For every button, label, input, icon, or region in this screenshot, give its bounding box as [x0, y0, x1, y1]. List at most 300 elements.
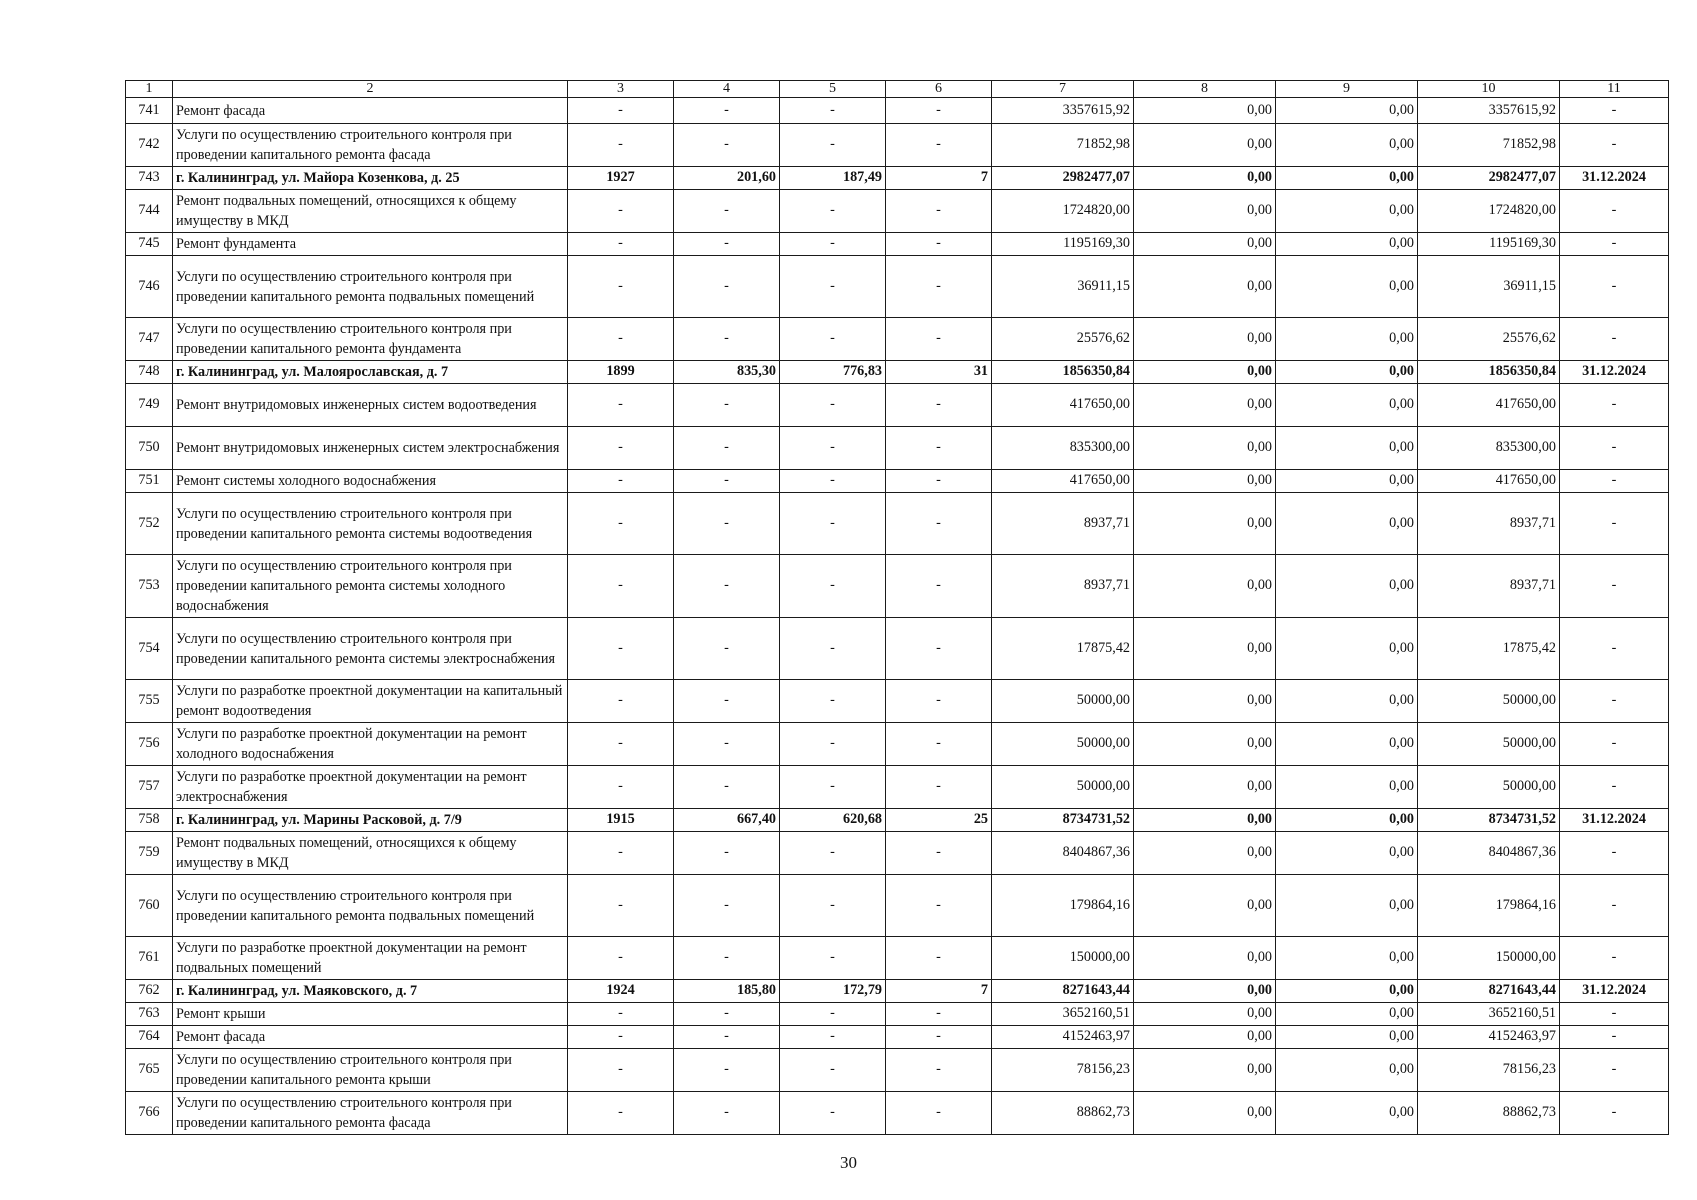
deadline-cell: -	[1560, 124, 1669, 167]
row-number-cell: 751	[126, 470, 173, 493]
residents-cell: -	[886, 384, 992, 427]
residents-cell: -	[886, 832, 992, 875]
work-row	[126, 832, 1669, 875]
area-total-cell: -	[674, 384, 780, 427]
cost-total-cell: 1195169,30	[992, 233, 1134, 256]
cost-owners-cell: 8937,71	[1418, 555, 1560, 618]
year-cell: -	[568, 190, 674, 233]
area-total-cell: -	[674, 1003, 780, 1026]
residents-cell: -	[886, 766, 992, 809]
cost-budget-cell: 0,00	[1276, 427, 1418, 470]
cost-fund-cell: 0,00	[1134, 361, 1276, 384]
cost-owners-cell: 417650,00	[1418, 470, 1560, 493]
cost-fund-cell: 0,00	[1134, 875, 1276, 937]
work-row	[126, 124, 1669, 167]
year-cell: -	[568, 124, 674, 167]
item-name-cell: Услуги по осуществлению строительного контроля при проведении капитального ремонта системы холодного водоснабжения	[173, 555, 568, 618]
item-name-cell: Ремонт фасада	[173, 1026, 568, 1049]
deadline-cell: -	[1560, 493, 1669, 555]
row-number-cell: 750	[126, 427, 173, 470]
cost-total-cell: 2982477,07	[992, 167, 1134, 190]
header-cell: 9	[1276, 81, 1418, 98]
row-number-cell: 754	[126, 618, 173, 680]
item-name-cell: Услуги по разработке проектной документации на ремонт холодного водоснабжения	[173, 723, 568, 766]
header-cell: 6	[886, 81, 992, 98]
cost-budget-cell: 0,00	[1276, 318, 1418, 361]
area-total-cell: -	[674, 766, 780, 809]
cost-fund-cell: 0,00	[1134, 493, 1276, 555]
work-row	[126, 190, 1669, 233]
deadline-cell: -	[1560, 384, 1669, 427]
row-number-cell: 749	[126, 384, 173, 427]
year-cell: -	[568, 723, 674, 766]
cost-fund-cell: 0,00	[1134, 384, 1276, 427]
work-row	[126, 618, 1669, 680]
cost-total-cell: 3652160,51	[992, 1003, 1134, 1026]
cost-total-cell: 36911,15	[992, 256, 1134, 318]
deadline-cell: -	[1560, 256, 1669, 318]
residents-cell: -	[886, 427, 992, 470]
deadline-cell: -	[1560, 98, 1669, 124]
work-row	[126, 937, 1669, 980]
item-name-cell: Услуги по осуществлению строительного контроля при проведении капитального ремонта фасада	[173, 124, 568, 167]
deadline-cell: 31.12.2024	[1560, 809, 1669, 832]
area-living-cell: -	[780, 555, 886, 618]
cost-budget-cell: 0,00	[1276, 1049, 1418, 1092]
item-name-cell: Услуги по осуществлению строительного контроля при проведении капитального ремонта фундамента	[173, 318, 568, 361]
work-row	[126, 384, 1669, 427]
residents-cell: 25	[886, 809, 992, 832]
area-living-cell: 620,68	[780, 809, 886, 832]
year-cell: -	[568, 493, 674, 555]
row-number-cell: 743	[126, 167, 173, 190]
area-living-cell: -	[780, 1026, 886, 1049]
deadline-cell: -	[1560, 618, 1669, 680]
item-name-cell: г. Калининград, ул. Малоярославская, д. 7	[173, 361, 568, 384]
deadline-cell: -	[1560, 1003, 1669, 1026]
cost-total-cell: 88862,73	[992, 1092, 1134, 1135]
cost-budget-cell: 0,00	[1276, 980, 1418, 1003]
deadline-cell: -	[1560, 680, 1669, 723]
area-total-cell: -	[674, 493, 780, 555]
deadline-cell: -	[1560, 233, 1669, 256]
cost-total-cell: 3357615,92	[992, 98, 1134, 124]
residents-cell: 31	[886, 361, 992, 384]
cost-budget-cell: 0,00	[1276, 256, 1418, 318]
item-name-cell: Услуги по осуществлению строительного контроля при проведении капитального ремонта системы водоотведения	[173, 493, 568, 555]
residents-cell: -	[886, 875, 992, 937]
area-living-cell: -	[780, 190, 886, 233]
work-row	[126, 766, 1669, 809]
row-number-cell: 762	[126, 980, 173, 1003]
work-row	[126, 98, 1669, 124]
cost-total-cell: 25576,62	[992, 318, 1134, 361]
area-total-cell: 667,40	[674, 809, 780, 832]
area-living-cell: -	[780, 1049, 886, 1092]
year-cell: -	[568, 470, 674, 493]
cost-total-cell: 417650,00	[992, 470, 1134, 493]
cost-budget-cell: 0,00	[1276, 555, 1418, 618]
cost-budget-cell: 0,00	[1276, 809, 1418, 832]
year-cell: -	[568, 1026, 674, 1049]
residents-cell: -	[886, 470, 992, 493]
cost-fund-cell: 0,00	[1134, 256, 1276, 318]
residents-cell: -	[886, 98, 992, 124]
cost-budget-cell: 0,00	[1276, 1092, 1418, 1135]
cost-owners-cell: 3357615,92	[1418, 98, 1560, 124]
item-name-cell: Ремонт внутридомовых инженерных систем электроснабжения	[173, 427, 568, 470]
cost-fund-cell: 0,00	[1134, 318, 1276, 361]
deadline-cell: -	[1560, 1049, 1669, 1092]
cost-fund-cell: 0,00	[1134, 723, 1276, 766]
year-cell: 1915	[568, 809, 674, 832]
residents-cell: -	[886, 555, 992, 618]
deadline-cell: -	[1560, 470, 1669, 493]
row-number-cell: 758	[126, 809, 173, 832]
deadline-cell: -	[1560, 832, 1669, 875]
area-total-cell: -	[674, 98, 780, 124]
work-row	[126, 1026, 1669, 1049]
cost-total-cell: 150000,00	[992, 937, 1134, 980]
cost-total-cell: 50000,00	[992, 723, 1134, 766]
item-name-cell: Ремонт внутридомовых инженерных систем водоотведения	[173, 384, 568, 427]
cost-budget-cell: 0,00	[1276, 618, 1418, 680]
deadline-cell: 31.12.2024	[1560, 361, 1669, 384]
cost-budget-cell: 0,00	[1276, 832, 1418, 875]
cost-fund-cell: 0,00	[1134, 832, 1276, 875]
area-living-cell: -	[780, 937, 886, 980]
deadline-cell: -	[1560, 555, 1669, 618]
cost-budget-cell: 0,00	[1276, 680, 1418, 723]
area-total-cell: -	[674, 1049, 780, 1092]
area-total-cell: -	[674, 470, 780, 493]
item-name-cell: Ремонт фундамента	[173, 233, 568, 256]
residents-cell: -	[886, 723, 992, 766]
area-total-cell: -	[674, 190, 780, 233]
year-cell: -	[568, 618, 674, 680]
item-name-cell: Услуги по осуществлению строительного контроля при проведении капитального ремонта крыши	[173, 1049, 568, 1092]
cost-total-cell: 1724820,00	[992, 190, 1134, 233]
cost-budget-cell: 0,00	[1276, 233, 1418, 256]
cost-fund-cell: 0,00	[1134, 766, 1276, 809]
area-total-cell: -	[674, 256, 780, 318]
area-total-cell: 835,30	[674, 361, 780, 384]
residents-cell: 7	[886, 167, 992, 190]
cost-budget-cell: 0,00	[1276, 470, 1418, 493]
item-name-cell: г. Калининград, ул. Майора Козенкова, д. 25	[173, 167, 568, 190]
cost-owners-cell: 417650,00	[1418, 384, 1560, 427]
item-name-cell: Услуги по разработке проектной документации на ремонт электроснабжения	[173, 766, 568, 809]
page-number: 30	[840, 1153, 857, 1172]
row-number-cell: 761	[126, 937, 173, 980]
work-row	[126, 680, 1669, 723]
area-total-cell: -	[674, 618, 780, 680]
header-cell: 10	[1418, 81, 1560, 98]
area-total-cell: -	[674, 1092, 780, 1135]
cost-fund-cell: 0,00	[1134, 618, 1276, 680]
year-cell: -	[568, 427, 674, 470]
item-name-cell: г. Калининград, ул. Маяковского, д. 7	[173, 980, 568, 1003]
cost-budget-cell: 0,00	[1276, 167, 1418, 190]
year-cell: -	[568, 1049, 674, 1092]
work-row	[126, 1003, 1669, 1026]
year-cell: -	[568, 318, 674, 361]
work-row	[126, 470, 1669, 493]
cost-fund-cell: 0,00	[1134, 233, 1276, 256]
deadline-cell: -	[1560, 427, 1669, 470]
area-total-cell: -	[674, 723, 780, 766]
cost-fund-cell: 0,00	[1134, 124, 1276, 167]
row-number-cell: 760	[126, 875, 173, 937]
row-number-cell: 765	[126, 1049, 173, 1092]
row-number-cell: 741	[126, 98, 173, 124]
year-cell: -	[568, 233, 674, 256]
row-number-cell: 742	[126, 124, 173, 167]
works-table	[125, 80, 1669, 1135]
cost-budget-cell: 0,00	[1276, 493, 1418, 555]
cost-owners-cell: 8937,71	[1418, 493, 1560, 555]
cost-owners-cell: 50000,00	[1418, 723, 1560, 766]
deadline-cell: -	[1560, 937, 1669, 980]
year-cell: -	[568, 832, 674, 875]
cost-owners-cell: 50000,00	[1418, 680, 1560, 723]
row-number-cell: 766	[126, 1092, 173, 1135]
year-cell: 1899	[568, 361, 674, 384]
address-row	[126, 167, 1669, 190]
cost-budget-cell: 0,00	[1276, 1026, 1418, 1049]
cost-total-cell: 179864,16	[992, 875, 1134, 937]
work-row	[126, 555, 1669, 618]
cost-total-cell: 71852,98	[992, 124, 1134, 167]
area-total-cell: -	[674, 832, 780, 875]
area-total-cell: -	[674, 875, 780, 937]
residents-cell: -	[886, 1092, 992, 1135]
cost-owners-cell: 36911,15	[1418, 256, 1560, 318]
area-living-cell: -	[780, 875, 886, 937]
deadline-cell: -	[1560, 1092, 1669, 1135]
area-total-cell: -	[674, 427, 780, 470]
year-cell: -	[568, 1003, 674, 1026]
item-name-cell: Ремонт подвальных помещений, относящихся к общему имуществу в МКД	[173, 832, 568, 875]
cost-fund-cell: 0,00	[1134, 167, 1276, 190]
row-number-cell: 753	[126, 555, 173, 618]
area-living-cell: -	[780, 470, 886, 493]
area-total-cell: -	[674, 937, 780, 980]
cost-owners-cell: 3652160,51	[1418, 1003, 1560, 1026]
cost-budget-cell: 0,00	[1276, 766, 1418, 809]
year-cell: 1927	[568, 167, 674, 190]
item-name-cell: Услуги по осуществлению строительного контроля при проведении капитального ремонта подвальных помещений	[173, 256, 568, 318]
cost-budget-cell: 0,00	[1276, 124, 1418, 167]
header-cell: 5	[780, 81, 886, 98]
cost-fund-cell: 0,00	[1134, 680, 1276, 723]
cost-total-cell: 8404867,36	[992, 832, 1134, 875]
item-name-cell: Услуги по разработке проектной документации на капитальный ремонт водоотведения	[173, 680, 568, 723]
item-name-cell: Услуги по осуществлению строительного контроля при проведении капитального ремонта фасада	[173, 1092, 568, 1135]
address-row	[126, 980, 1669, 1003]
item-name-cell: Ремонт крыши	[173, 1003, 568, 1026]
header-cell: 8	[1134, 81, 1276, 98]
cost-fund-cell: 0,00	[1134, 937, 1276, 980]
work-row	[126, 1092, 1669, 1135]
year-cell: 1924	[568, 980, 674, 1003]
cost-total-cell: 417650,00	[992, 384, 1134, 427]
cost-budget-cell: 0,00	[1276, 1003, 1418, 1026]
item-name-cell: Ремонт системы холодного водоснабжения	[173, 470, 568, 493]
cost-budget-cell: 0,00	[1276, 98, 1418, 124]
area-living-cell: 172,79	[780, 980, 886, 1003]
work-row	[126, 233, 1669, 256]
work-row	[126, 427, 1669, 470]
area-living-cell: -	[780, 384, 886, 427]
cost-owners-cell: 17875,42	[1418, 618, 1560, 680]
cost-owners-cell: 8271643,44	[1418, 980, 1560, 1003]
deadline-cell: 31.12.2024	[1560, 980, 1669, 1003]
area-total-cell: 201,60	[674, 167, 780, 190]
cost-fund-cell: 0,00	[1134, 1092, 1276, 1135]
cost-fund-cell: 0,00	[1134, 980, 1276, 1003]
row-number-cell: 744	[126, 190, 173, 233]
cost-owners-cell: 150000,00	[1418, 937, 1560, 980]
residents-cell: -	[886, 190, 992, 233]
cost-budget-cell: 0,00	[1276, 723, 1418, 766]
area-living-cell: -	[780, 493, 886, 555]
year-cell: -	[568, 1092, 674, 1135]
cost-budget-cell: 0,00	[1276, 190, 1418, 233]
deadline-cell: -	[1560, 875, 1669, 937]
year-cell: -	[568, 555, 674, 618]
cost-owners-cell: 1195169,30	[1418, 233, 1560, 256]
cost-total-cell: 50000,00	[992, 680, 1134, 723]
cost-fund-cell: 0,00	[1134, 427, 1276, 470]
cost-fund-cell: 0,00	[1134, 1003, 1276, 1026]
cost-total-cell: 78156,23	[992, 1049, 1134, 1092]
residents-cell: -	[886, 124, 992, 167]
year-cell: -	[568, 256, 674, 318]
cost-fund-cell: 0,00	[1134, 98, 1276, 124]
work-row	[126, 318, 1669, 361]
item-name-cell: Ремонт подвальных помещений, относящихся к общему имуществу в МКД	[173, 190, 568, 233]
cost-owners-cell: 8734731,52	[1418, 809, 1560, 832]
cost-owners-cell: 1724820,00	[1418, 190, 1560, 233]
area-living-cell: -	[780, 98, 886, 124]
cost-budget-cell: 0,00	[1276, 361, 1418, 384]
area-total-cell: -	[674, 555, 780, 618]
cost-fund-cell: 0,00	[1134, 1049, 1276, 1092]
cost-owners-cell: 179864,16	[1418, 875, 1560, 937]
residents-cell: -	[886, 1003, 992, 1026]
row-number-cell: 755	[126, 680, 173, 723]
address-row	[126, 361, 1669, 384]
cost-owners-cell: 835300,00	[1418, 427, 1560, 470]
cost-total-cell: 50000,00	[992, 766, 1134, 809]
area-living-cell: 776,83	[780, 361, 886, 384]
row-number-cell: 756	[126, 723, 173, 766]
item-name-cell: Ремонт фасада	[173, 98, 568, 124]
area-living-cell: -	[780, 1003, 886, 1026]
deadline-cell: 31.12.2024	[1560, 167, 1669, 190]
year-cell: -	[568, 680, 674, 723]
year-cell: -	[568, 98, 674, 124]
residents-cell: -	[886, 493, 992, 555]
row-number-cell: 747	[126, 318, 173, 361]
residents-cell: 7	[886, 980, 992, 1003]
row-number-cell: 745	[126, 233, 173, 256]
year-cell: -	[568, 384, 674, 427]
header-cell: 4	[674, 81, 780, 98]
cost-total-cell: 835300,00	[992, 427, 1134, 470]
cost-owners-cell: 8404867,36	[1418, 832, 1560, 875]
row-number-cell: 764	[126, 1026, 173, 1049]
year-cell: -	[568, 937, 674, 980]
residents-cell: -	[886, 1049, 992, 1092]
residents-cell: -	[886, 680, 992, 723]
area-total-cell: 185,80	[674, 980, 780, 1003]
cost-total-cell: 17875,42	[992, 618, 1134, 680]
item-name-cell: г. Калининград, ул. Марины Расковой, д. 7/9	[173, 809, 568, 832]
cost-owners-cell: 4152463,97	[1418, 1026, 1560, 1049]
row-number-cell: 746	[126, 256, 173, 318]
row-number-cell: 748	[126, 361, 173, 384]
header-cell: 7	[992, 81, 1134, 98]
residents-cell: -	[886, 937, 992, 980]
area-total-cell: -	[674, 318, 780, 361]
cost-fund-cell: 0,00	[1134, 809, 1276, 832]
cost-owners-cell: 50000,00	[1418, 766, 1560, 809]
deadline-cell: -	[1560, 766, 1669, 809]
residents-cell: -	[886, 618, 992, 680]
area-total-cell: -	[674, 124, 780, 167]
deadline-cell: -	[1560, 318, 1669, 361]
header-cell: 3	[568, 81, 674, 98]
cost-fund-cell: 0,00	[1134, 1026, 1276, 1049]
area-living-cell: -	[780, 618, 886, 680]
cost-total-cell: 8271643,44	[992, 980, 1134, 1003]
row-number-cell: 752	[126, 493, 173, 555]
cost-fund-cell: 0,00	[1134, 470, 1276, 493]
area-living-cell: -	[780, 233, 886, 256]
cost-owners-cell: 71852,98	[1418, 124, 1560, 167]
area-total-cell: -	[674, 680, 780, 723]
cost-total-cell: 8734731,52	[992, 809, 1134, 832]
cost-total-cell: 1856350,84	[992, 361, 1134, 384]
work-row	[126, 256, 1669, 318]
cost-budget-cell: 0,00	[1276, 875, 1418, 937]
cost-total-cell: 4152463,97	[992, 1026, 1134, 1049]
area-living-cell: -	[780, 256, 886, 318]
header-cell: 11	[1560, 81, 1669, 98]
cost-budget-cell: 0,00	[1276, 937, 1418, 980]
residents-cell: -	[886, 256, 992, 318]
deadline-cell: -	[1560, 190, 1669, 233]
row-number-cell: 763	[126, 1003, 173, 1026]
cost-total-cell: 8937,71	[992, 493, 1134, 555]
area-living-cell: -	[780, 766, 886, 809]
cost-owners-cell: 1856350,84	[1418, 361, 1560, 384]
cost-budget-cell: 0,00	[1276, 384, 1418, 427]
cost-owners-cell: 88862,73	[1418, 1092, 1560, 1135]
area-total-cell: -	[674, 233, 780, 256]
work-row	[126, 723, 1669, 766]
row-number-cell: 757	[126, 766, 173, 809]
cost-owners-cell: 2982477,07	[1418, 167, 1560, 190]
cost-owners-cell: 78156,23	[1418, 1049, 1560, 1092]
cost-owners-cell: 25576,62	[1418, 318, 1560, 361]
row-number-cell: 759	[126, 832, 173, 875]
area-living-cell: -	[780, 680, 886, 723]
cost-total-cell: 8937,71	[992, 555, 1134, 618]
residents-cell: -	[886, 233, 992, 256]
